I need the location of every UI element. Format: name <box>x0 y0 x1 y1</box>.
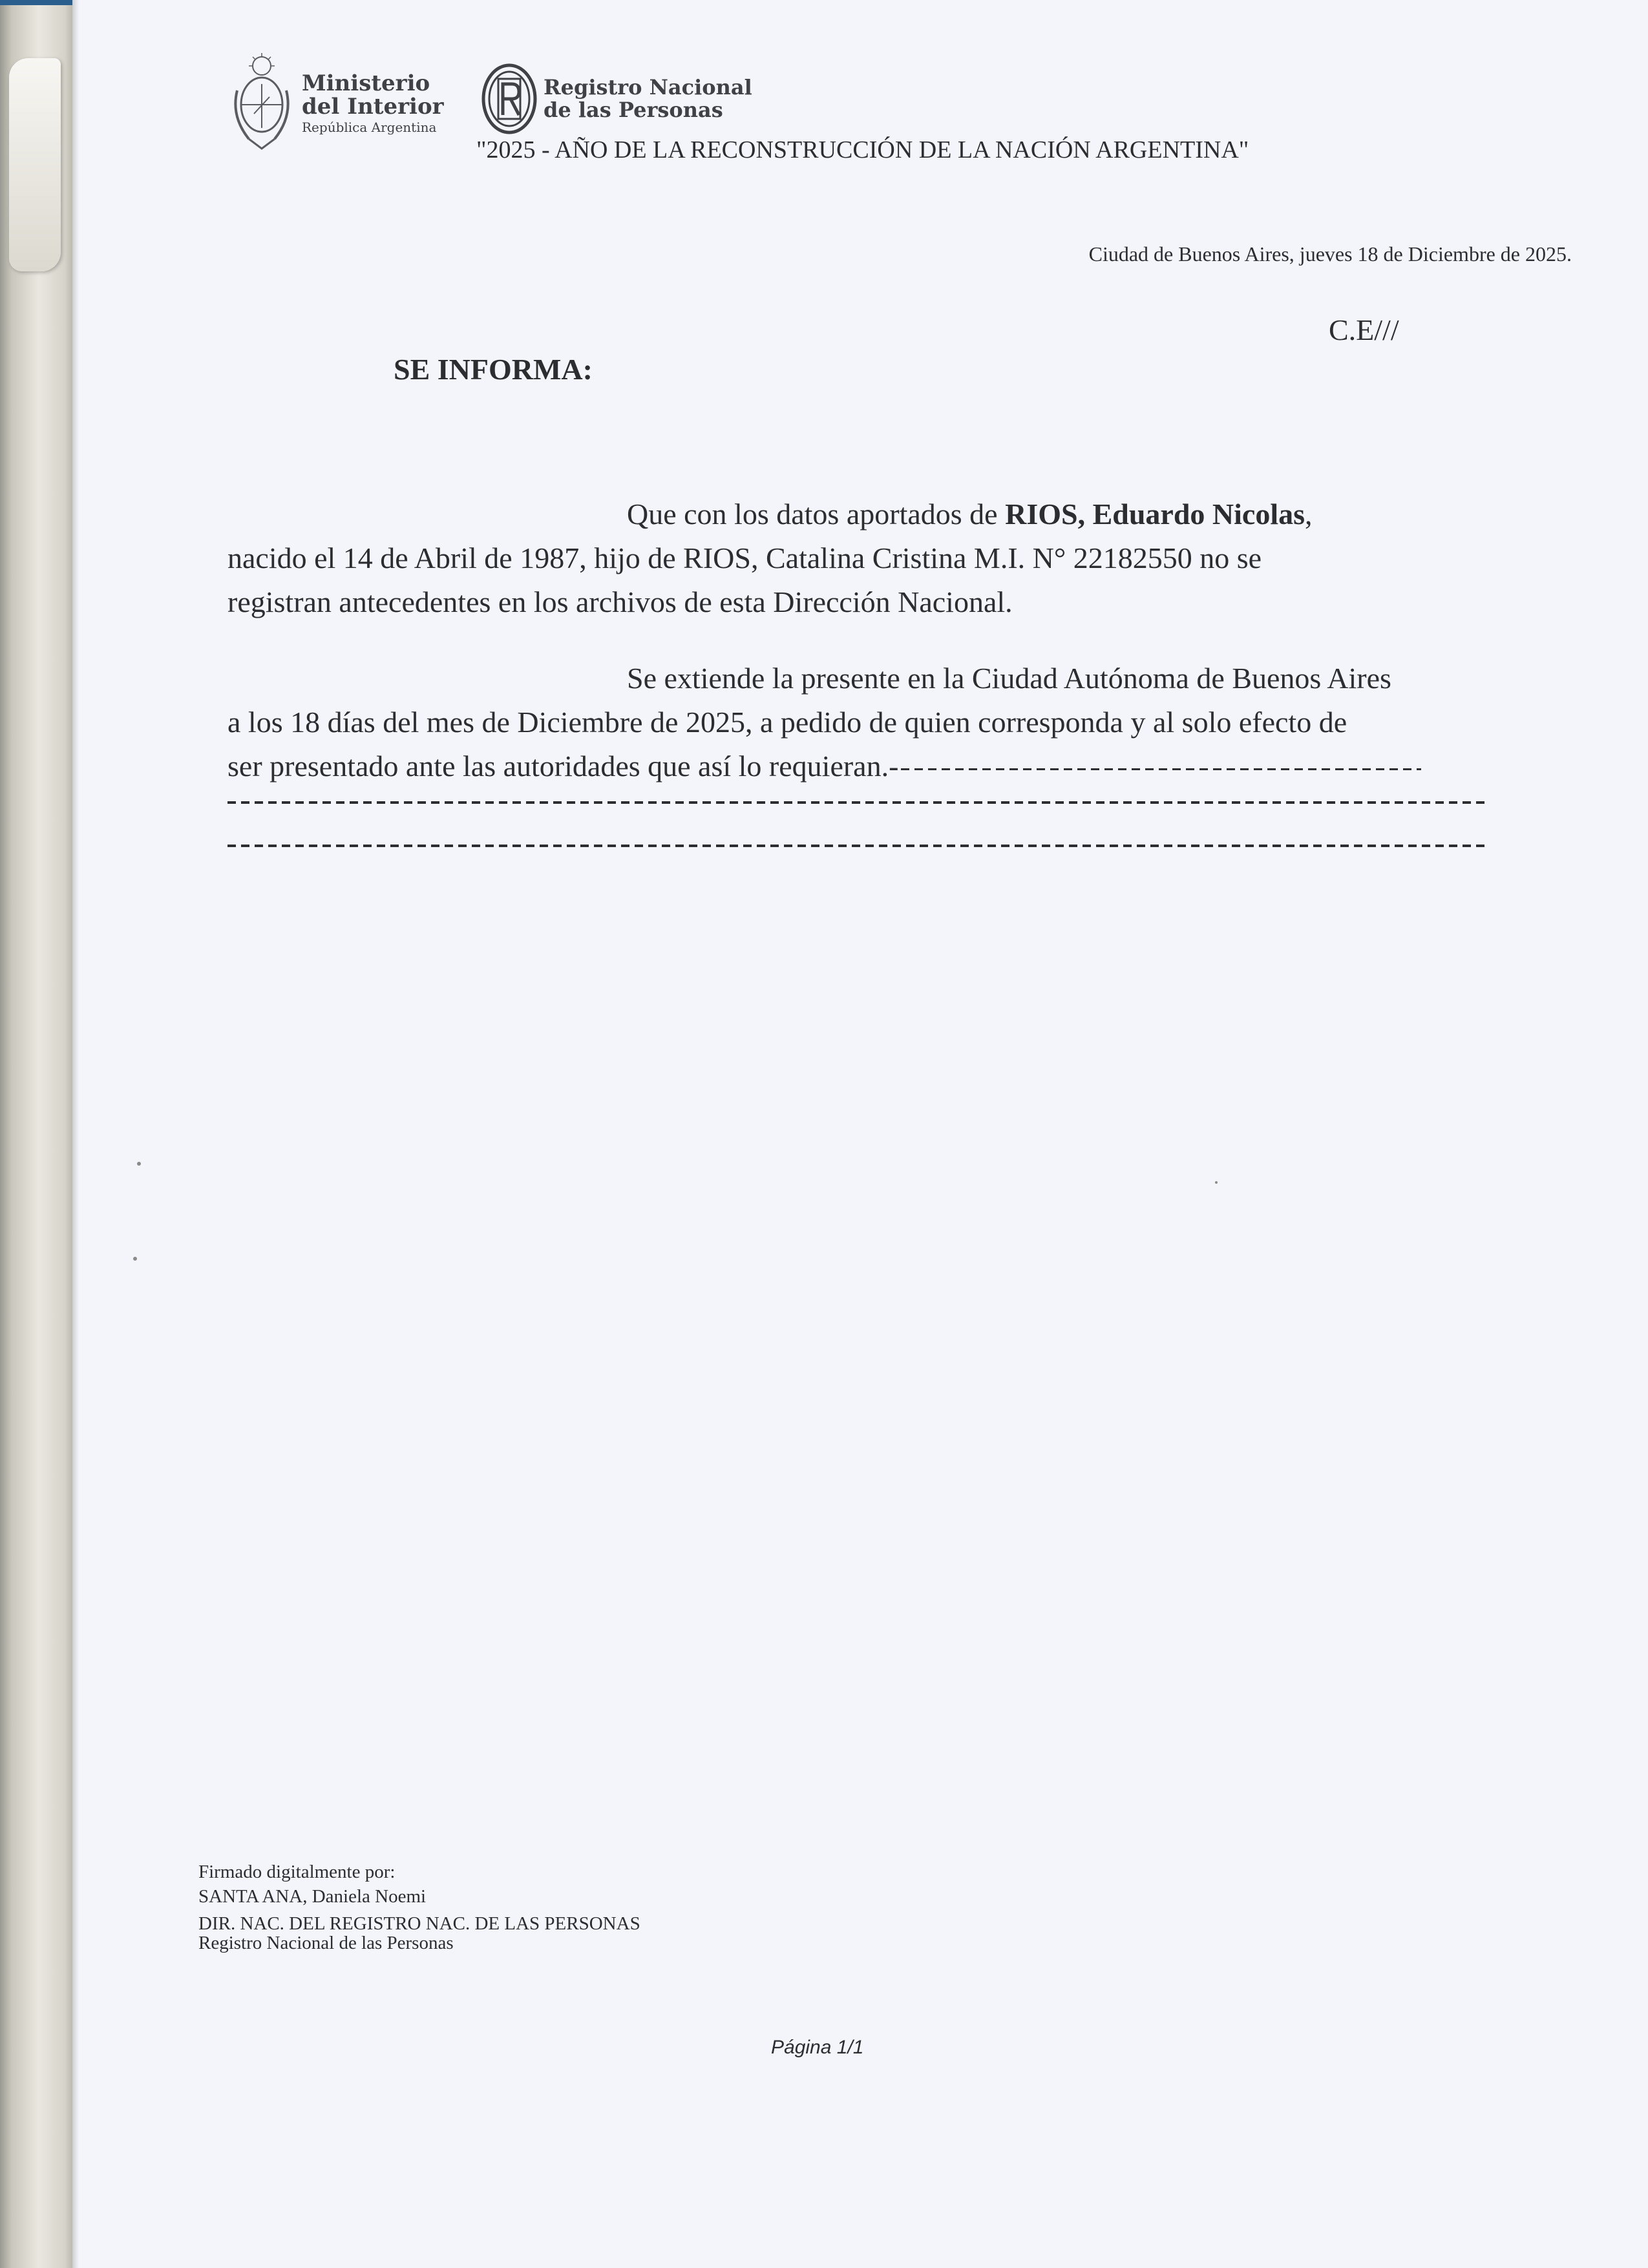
ministerio-wordmark <box>302 72 444 134</box>
person-name: RIOS, Eduardo Nicolas <box>1005 498 1305 530</box>
paragraph-2-line-1: Se extiende la presente en la Ciudad Autónoma de Buenos Aires <box>627 662 1391 695</box>
coat-of-arms-icon <box>229 52 294 155</box>
date-line: Ciudad de Buenos Aires, jueves 18 de Diciembre de 2025. <box>1088 242 1572 266</box>
scan-top-stripe <box>0 0 72 5</box>
digital-signature-block <box>198 1860 640 1955</box>
year-motto: "2025 - AÑO DE LA RECONSTRUCCIÓN DE LA NACIÓN ARGENTINA" <box>476 136 1249 163</box>
dash-filler-tail <box>901 768 1421 770</box>
torn-corner <box>9 58 61 271</box>
r-seal-icon <box>481 63 537 134</box>
signer-name: SANTA ANA, Daniela Noemi <box>198 1886 427 1907</box>
signer-agency: Registro Nacional de las Personas <box>198 1933 454 1953</box>
paragraph-2-line-3-text: ser presentado ante las autoridades que así lo requieran.- <box>227 750 899 782</box>
ministerio-line1: Ministerio <box>302 70 430 96</box>
ministerio-line3: República Argentina <box>302 120 437 136</box>
paragraph-2 <box>227 656 1488 788</box>
paragraph-1-comma: , <box>1305 498 1313 530</box>
scan-speck <box>137 1162 141 1166</box>
reference-code: C.E/// <box>1329 313 1399 346</box>
scan-speck <box>133 1257 137 1261</box>
paragraph-1-intro: Que con los datos aportados de <box>627 498 1006 530</box>
dash-filler-line-1 <box>227 801 1485 804</box>
registro-line1: Registro Nacional <box>544 74 752 100</box>
paragraph-1-line-1 <box>227 492 1488 536</box>
registro-logo <box>481 63 752 134</box>
scan-speck <box>1215 1181 1218 1184</box>
signer-office: DIR. NAC. DEL REGISTRO NAC. DE LAS PERSONAS <box>198 1913 640 1934</box>
page-number: Página 1/1 <box>771 2037 864 2058</box>
ministerio-line2: del Interior <box>302 93 444 120</box>
registro-line2: de las Personas <box>544 98 723 122</box>
registro-wordmark <box>544 76 752 121</box>
document-heading: SE INFORMA: <box>394 353 593 386</box>
paper-edge-shadow <box>72 0 79 2268</box>
paragraph-2-line-3 <box>227 744 1488 788</box>
paragraph-1-line-3: registran antecedentes en los archivos de esta Dirección Nacional. <box>227 585 1013 618</box>
dash-filler-line-2 <box>227 845 1485 847</box>
scanned-paper-edge <box>0 0 72 2268</box>
paragraph-2-line-2: a los 18 días del mes de Diciembre de 2025, a pedido de quien corresponda y al solo efecto de <box>227 706 1347 739</box>
ministerio-logo <box>229 52 444 155</box>
paragraph-1 <box>227 492 1488 624</box>
paragraph-1-line-2: nacido el 14 de Abril de 1987, hijo de RIOS, Catalina Cristina M.I. N° 22182550 no se <box>227 541 1262 574</box>
signature-caption: Firmado digitalmente por: <box>198 1862 396 1882</box>
